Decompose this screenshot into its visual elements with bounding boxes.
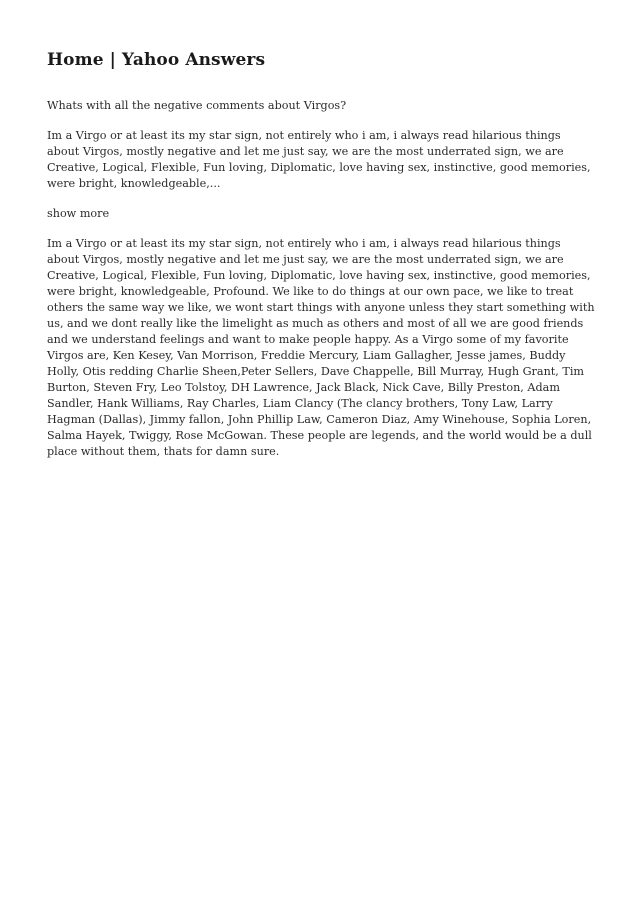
page-title: Home | Yahoo Answers xyxy=(47,50,266,70)
show-more-link[interactable]: show more xyxy=(47,207,110,220)
document-page xyxy=(47,50,595,460)
answer-excerpt: Im a Virgo or at least its my star sign, not entirely who i am, i always read hilarious things about Virgos, mostly negative and let me just say, we are the most underrated sign, we are Creative, Logical, Flexible, Fun loving, Diplomatic, love having sex, instinctive, good memories, were bright, knowledgeable,... xyxy=(47,129,591,190)
question-text: Whats with all the negative comments about Virgos? xyxy=(47,99,347,112)
answer-full-text: Im a Virgo or at least its my star sign, not entirely who i am, i always read hilarious things about Virgos, mostly negative and let me just say, we are the most underrated sign, we are Creative, Logical, Flexible, Fun loving, Diplomatic, love having sex, instinctive, good memories, were bright, knowledgeable, Profound. We like to do things at our own pace, we like to treat others the same way we like, we wont start things with anyone unless they start something with us, and we dont really like the limelight as much as others and most of all we are good friends and we understand feelings and want to make people happy. As a Virgo some of my favorite Virgos are, Ken Kesey, Van Morrison, Freddie Mercury, Liam Gallagher, Jesse james, Buddy Holly, Otis redding Charlie Sheen,Peter Sellers, Dave Chappelle, Bill Murray, Hugh Grant, Tim Burton, Steven Fry, Leo Tolstoy, DH Lawrence, Jack Black, Nick Cave, Billy Preston, Adam Sandler, Hank Williams, Ray Charles, Liam Clancy (The clancy brothers, Tony Law, Larry Hagman (Dallas), Jimmy fallon, John Phillip Law, Cameron Diaz, Amy Winehouse, Sophia Loren, Salma Hayek, Twiggy, Rose McGowan. These people are legends, and the world would be a dull place without them, thats for damn sure. xyxy=(47,237,595,458)
